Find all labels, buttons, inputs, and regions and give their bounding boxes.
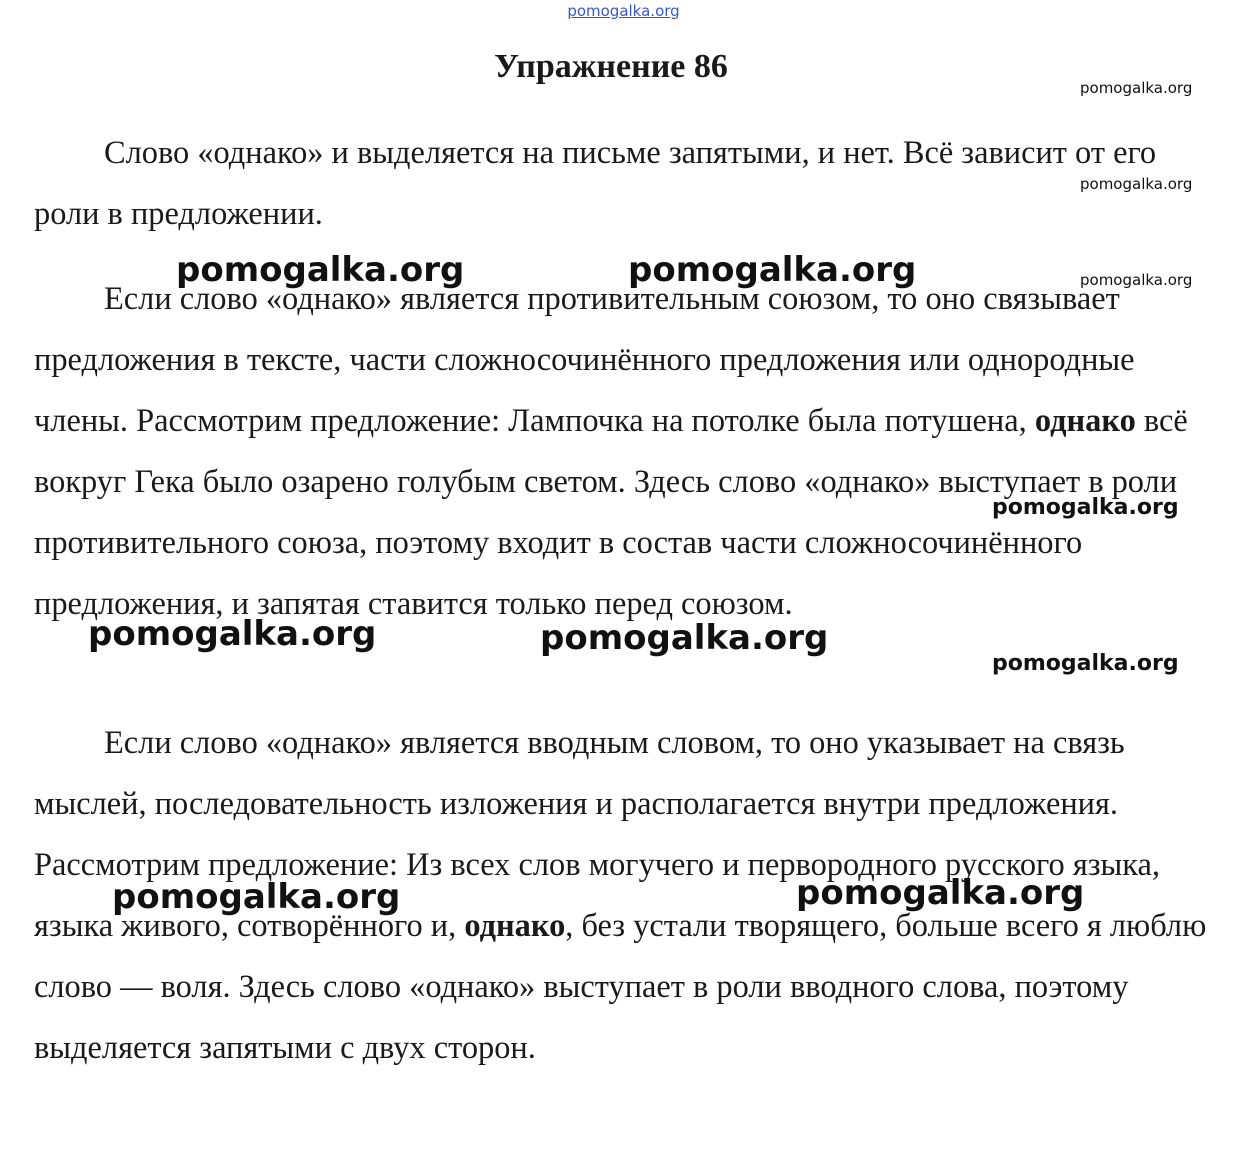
paragraph-1: Слово «однако» и выделяется на письме запятыми, и нет. Всё зависит от его роли в предложении. bbox=[34, 135, 1157, 232]
watermark: pomogalka.org bbox=[540, 618, 829, 658]
watermark: pomogalka.org bbox=[176, 250, 465, 290]
exercise-title: Упражнение 86 bbox=[494, 48, 728, 85]
paragraph-3-text-start: Если слово «однако» является вводным словом, то оно указывает на связь мыслей, последовательность изложения и располагается внутри предложения. Рассмотрим предложение: Из всех слов могучего и первородного русского языка, языка живого, сотворённого и, bbox=[34, 725, 1160, 944]
watermark: pomogalka.org bbox=[796, 873, 1085, 913]
watermark: pomogalka.org bbox=[88, 614, 377, 654]
paragraph-3-bold-word: однако bbox=[464, 908, 566, 944]
watermark: pomogalka.org bbox=[992, 495, 1179, 520]
paragraph-2-text-start: Если слово «однако» является противительным союзом, то оно связывает предложения в тексте, части сложносочинённого предложения или однородные члены. Рассмотрим предложение: Лампочка на потолке была потушена, bbox=[34, 281, 1135, 439]
site-header-link[interactable]: pomogalka.org bbox=[567, 2, 680, 20]
paragraph-3-text-end: , без устали творящего, больше всего я люблю слово — воля. Здесь слово «однако» выступает в роли вводного слова, поэтому выделяется запятыми с двух сторон. bbox=[34, 908, 1207, 1066]
watermark: pomogalka.org bbox=[628, 250, 917, 290]
paragraph-2-bold-word: однако bbox=[1034, 403, 1136, 439]
watermark: pomogalka.org bbox=[1080, 175, 1193, 193]
watermark: pomogalka.org bbox=[112, 877, 401, 917]
watermark: pomogalka.org bbox=[992, 651, 1179, 676]
paragraph-2-text-end: всё вокруг Гека было озарено голубым светом. Здесь слово «однако» выступает в роли противительного союза, поэтому входит в состав части сложносочинённого предложения, и запятая ставится только перед союзом. bbox=[34, 403, 1188, 622]
paragraph-2 bbox=[34, 269, 1214, 635]
watermark: pomogalka.org bbox=[1080, 271, 1193, 289]
watermark: pomogalka.org bbox=[1080, 79, 1193, 97]
